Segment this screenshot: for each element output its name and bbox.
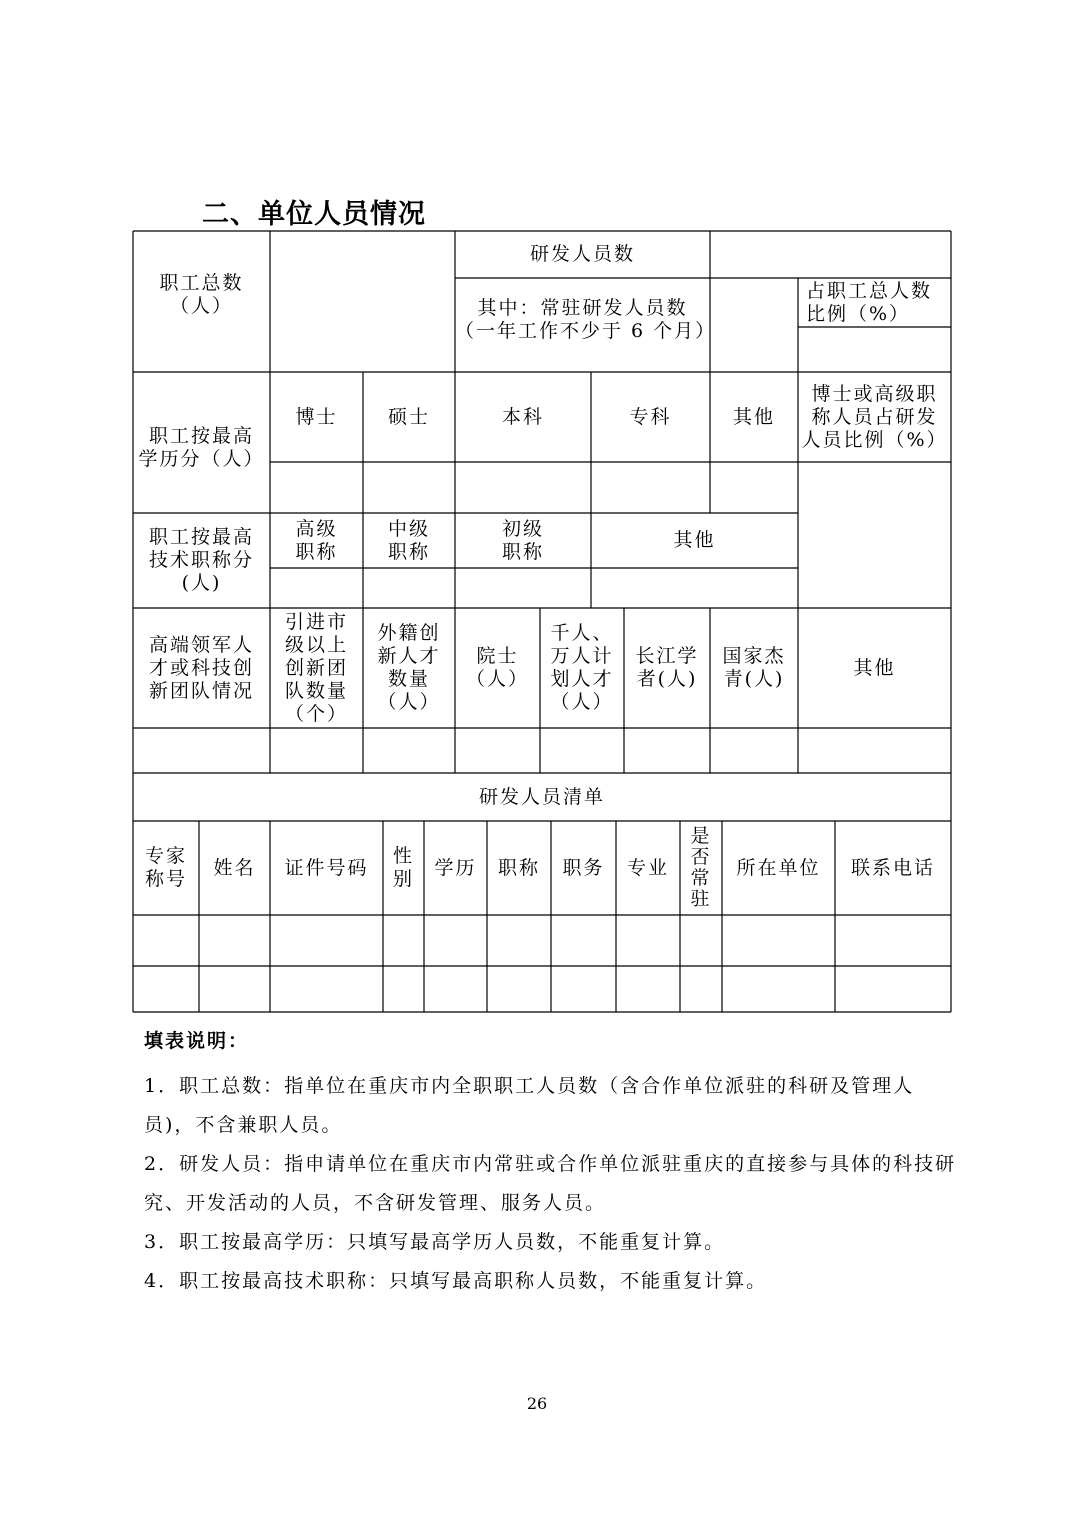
by-title-label: 职工按最高 技术职称分 (人)	[148, 526, 254, 594]
education-col-college: 专科	[629, 405, 672, 428]
section-title: 二、单位人员情况	[202, 199, 426, 230]
total-staff-label: 职工总数 （人）	[159, 271, 244, 317]
rd-list-label: 研发人员清单	[478, 785, 605, 808]
talent-col-teams: 引进市 级以上 创新团 队数量 （个）	[284, 610, 348, 725]
talent-col-changjiang: 长江学 者(人)	[635, 645, 699, 690]
education-col-master: 硕士	[387, 405, 430, 428]
rd-col-id-number: 证件号码	[284, 856, 369, 879]
phd-senior-ratio-label: 博士或高级职 称人员占研发 人员比例（%）	[801, 382, 948, 451]
note-item: 3．职工按最高学历：只填写最高学历人员数，不能重复计算。	[144, 1231, 726, 1253]
rd-col-major: 专业	[626, 856, 669, 879]
resident-rd-label: 其中：常驻研发人员数 （一年工作不少于 6 个月）	[455, 297, 717, 342]
title-col-intermediate: 中级 职称	[387, 517, 430, 563]
rd-col-resident: 是 否 常 驻	[690, 825, 712, 910]
filling-notes	[144, 1026, 964, 1301]
note-item: 1．职工总数：指单位在重庆市内全职职工人员数（含合作单位派驻的科研及管理人员)，不含兼职人员。	[144, 1075, 915, 1136]
talent-label: 高端领军人 才或科技创 新团队情况	[148, 633, 254, 702]
by-education-label: 职工按最高 学历分（人）	[138, 424, 265, 470]
note-item: 2．研发人员：指申请单位在重庆市内常驻或合作单位派驻重庆的直接参与具体的科技研究、开发活动的人员，不含研发管理、服务人员。	[144, 1153, 957, 1214]
rd-staff-count-label: 研发人员数	[529, 243, 635, 265]
page-number: 26	[526, 1394, 548, 1413]
rd-col-phone: 联系电话	[850, 856, 935, 879]
rd-col-education: 学历	[434, 856, 477, 879]
talent-col-academician: 院士 （人）	[465, 645, 529, 690]
talent-col-jieqing: 国家杰 青(人)	[722, 645, 786, 690]
education-col-bachelor: 本科	[501, 405, 544, 428]
talent-col-other: 其他	[853, 656, 896, 679]
rd-col-gender: 性 别	[392, 845, 414, 890]
talent-col-foreign: 外籍创 新人才 数量 （人）	[377, 622, 441, 713]
title-col-other: 其他	[673, 529, 716, 551]
rd-col-unit: 所在单位	[736, 856, 821, 879]
talent-col-thousand: 千人、 万人计 划人才 （人）	[550, 622, 614, 713]
ratio-of-total-label: 占职工总人数 比例（%）	[806, 279, 933, 325]
title-col-senior: 高级 职称	[295, 517, 338, 563]
note-item: 4．职工按最高技术职称：只填写最高职称人员数，不能重复计算。	[144, 1270, 768, 1292]
education-col-other: 其他	[732, 405, 775, 428]
rd-col-title: 职称	[497, 856, 540, 879]
notes-heading: 填表说明：	[144, 1030, 250, 1052]
rd-col-position: 职务	[562, 856, 605, 879]
title-col-junior: 初级 职称	[501, 517, 544, 563]
rd-col-name: 姓名	[213, 856, 256, 879]
rd-col-expert-title: 专家 称号	[144, 845, 187, 890]
education-col-phd: 博士	[295, 405, 338, 428]
